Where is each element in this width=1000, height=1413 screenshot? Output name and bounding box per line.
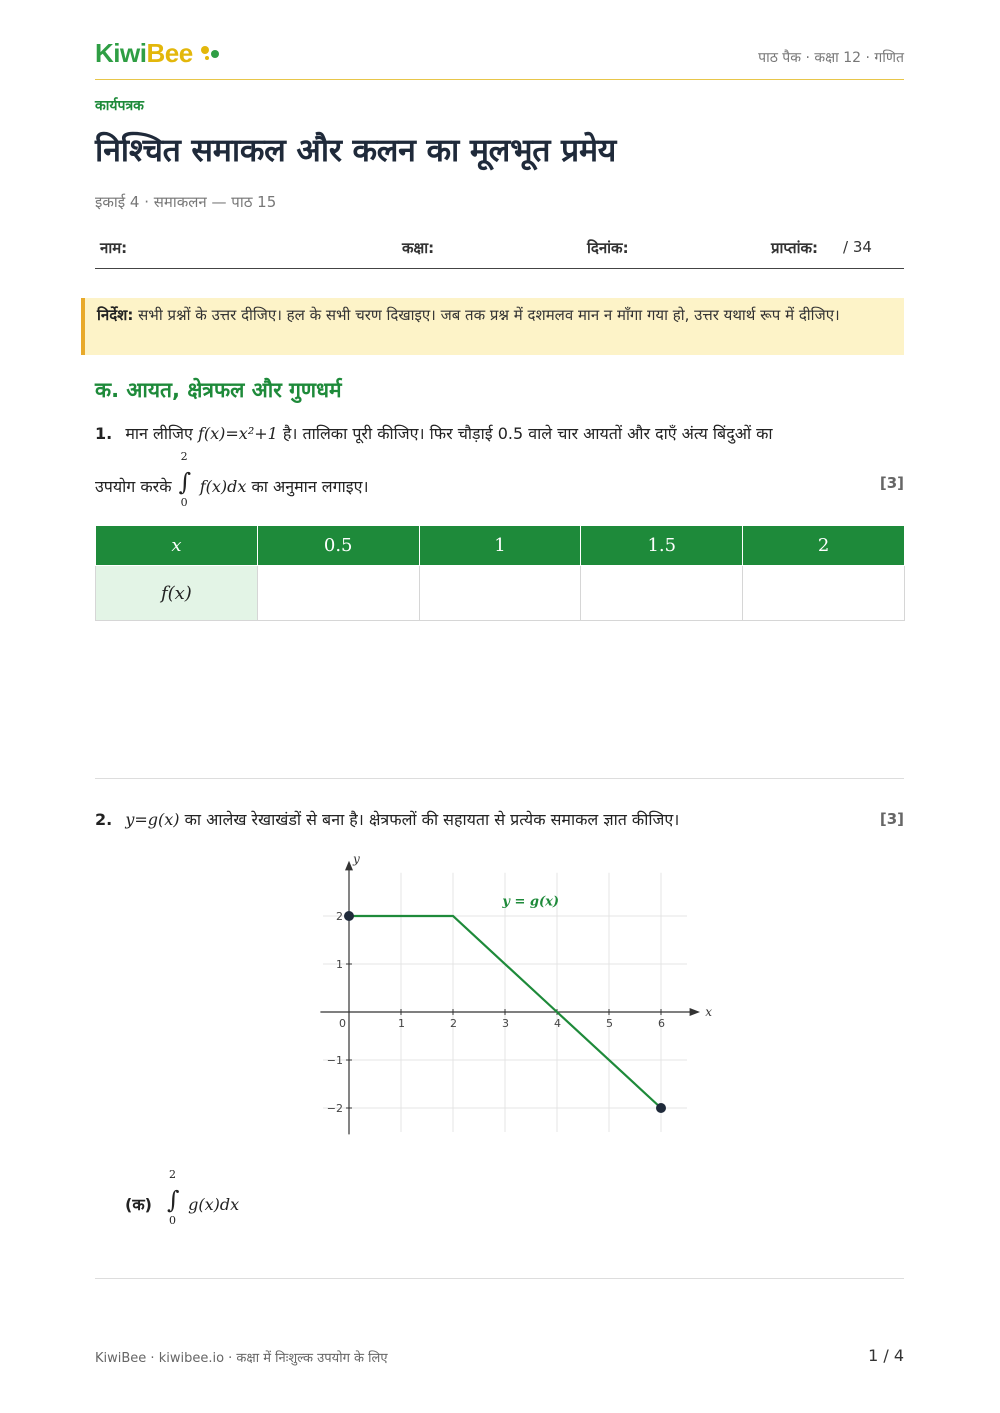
table-header-cell: 2 <box>743 526 905 566</box>
graph-g-of-x <box>305 850 710 1145</box>
q2-function: y=g(x) <box>125 810 180 829</box>
answer-cell[interactable] <box>419 566 581 621</box>
endpoint-dot <box>656 1103 666 1113</box>
question-2 <box>95 808 904 830</box>
name-field-label: नाम: <box>100 239 128 257</box>
q2-text: का आलेख रेखाखंडों से बना है। क्षेत्रफलों की सहायता से प्रत्येक समाकल ज्ञात कीजिए। <box>184 810 680 829</box>
x-axis-arrow-icon <box>690 1008 700 1016</box>
y-axis-label: y <box>353 851 360 866</box>
page-subtitle: इकाई 4 · समाकलन — पाठ 15 <box>95 193 277 211</box>
part-a-integrand: g(x)dx <box>188 1195 240 1214</box>
logo-text-bee: Bee <box>146 38 193 68</box>
table-header-row <box>96 526 905 566</box>
q1-function: f(x)=x²+1 <box>197 424 278 443</box>
answer-cell[interactable] <box>581 566 743 621</box>
question-number: 2. <box>95 810 113 829</box>
logo-dots-icon <box>199 44 223 62</box>
page-title: निश्चित समाकल और कलन का मूलभूत प्रमेय <box>95 131 617 169</box>
table-header-cell: 1.5 <box>581 526 743 566</box>
q1-text-mid: है। तालिका पूरी कीजिए। फिर चौड़ाई 0.5 वाले चार आयतों और दाएँ अंत्य बिंदुओं का <box>282 424 773 443</box>
table-header-cell: 0.5 <box>257 526 419 566</box>
date-field-label: दिनांक: <box>587 239 629 257</box>
question-2-part-a <box>125 1168 425 1227</box>
y-tick-label: −1 <box>326 1054 343 1067</box>
integral-upper-limit: 2 <box>180 450 188 463</box>
divider <box>95 1278 904 1279</box>
q1-text-end: का अनुमान लगाइए। <box>251 477 369 496</box>
integral-lower-limit: 0 <box>169 1214 177 1227</box>
x-tick-label: 1 <box>398 1017 405 1030</box>
answer-cell[interactable] <box>257 566 419 621</box>
document-type: कार्यपत्रक <box>95 98 144 114</box>
endpoint-dot <box>344 911 354 921</box>
score-field-label: प्राप्तांक: <box>771 239 818 257</box>
page-number: 1 / 4 <box>868 1346 904 1365</box>
q1-text-line2: उपयोग करके <box>95 477 172 496</box>
q1-text-start: मान लीजिए <box>125 424 193 443</box>
student-info-row <box>95 232 904 269</box>
directions-box <box>81 298 904 355</box>
table-row-label: f(x) <box>96 566 258 621</box>
class-field-label: कक्षा: <box>402 239 435 257</box>
logo-text-kiwi: Kiwi <box>95 38 147 68</box>
y-tick-label: 1 <box>336 958 343 971</box>
table-header-cell: x <box>96 526 258 566</box>
question-marks: [3] <box>879 810 904 828</box>
score-total: / 34 <box>843 238 872 256</box>
directions-label: निर्देश: <box>97 306 134 324</box>
values-table <box>95 525 905 621</box>
kiwibee-logo <box>95 38 193 69</box>
x-tick-label: 2 <box>450 1017 457 1030</box>
page-header <box>95 36 904 80</box>
y-axis-arrow-icon <box>345 861 353 871</box>
question-1-line-2 <box>95 450 904 509</box>
question-number: 1. <box>95 424 113 443</box>
q1-integrand: f(x)dx <box>199 477 247 496</box>
x-tick-label: 5 <box>606 1017 613 1030</box>
y-tick-label: −2 <box>326 1102 343 1115</box>
x-tick-label: 4 <box>554 1017 561 1030</box>
table-header-cell: 1 <box>419 526 581 566</box>
x-axis-label: x <box>705 1005 712 1019</box>
directions-text: सभी प्रश्नों के उत्तर दीजिए। हल के सभी चरण दिखाइए। जब तक प्रश्न में दशमलव मान न माँगा गया हो, उत्तर यथार्थ रूप में दीजिए। <box>138 306 840 324</box>
integral-lower-limit: 0 <box>180 496 188 509</box>
table-row <box>96 566 905 621</box>
integral-upper-limit: 2 <box>169 1168 177 1181</box>
question-marks: [3] <box>879 474 904 492</box>
divider <box>95 778 904 779</box>
footer-credit: KiwiBee · kiwibee.io · कक्षा में निःशुल्क उपयोग के लिए <box>95 1351 388 1366</box>
x-tick-label: 6 <box>658 1017 665 1030</box>
part-label: (क) <box>125 1195 152 1214</box>
x-tick-label: 0 <box>339 1017 346 1030</box>
y-tick-label: 2 <box>336 910 343 923</box>
section-a-heading: क. आयत, क्षेत्रफल और गुणधर्म <box>95 378 342 402</box>
question-1 <box>95 422 904 444</box>
x-tick-label: 3 <box>502 1017 509 1030</box>
integral-sign-icon: 2 ∫ 0 <box>167 1168 180 1227</box>
series-label: y = g(x) <box>502 894 560 910</box>
course-meta: पाठ पैक · कक्षा 12 · गणित <box>758 50 904 66</box>
integral-sign-icon: 2 ∫ 0 <box>178 450 192 509</box>
answer-cell[interactable] <box>743 566 905 621</box>
